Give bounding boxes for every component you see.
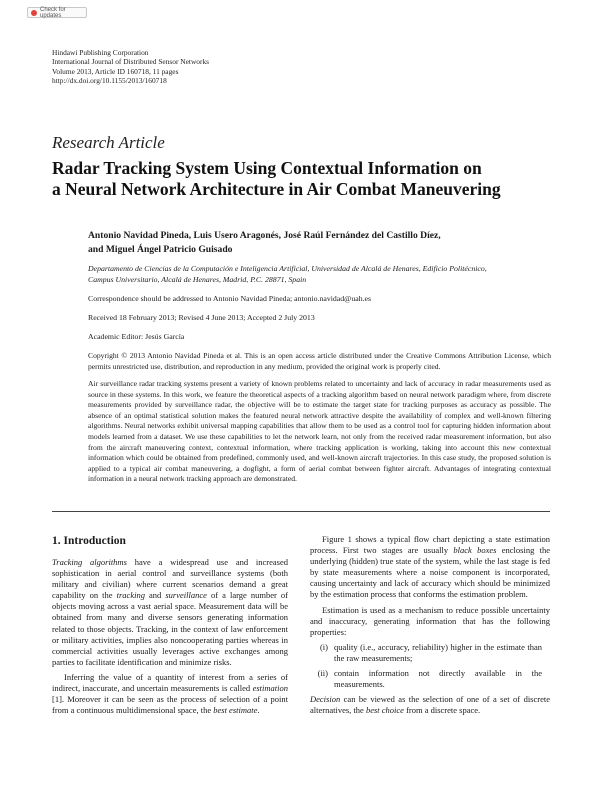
intro-paragraph-1	[52, 557, 288, 668]
authors-line-2: and Miguel Ángel Patricio Guisado	[88, 243, 233, 255]
intro-paragraph-4: Estimation is used as a mechanism to reduce possible uncertainty and inaccuracy, generating information that has the following properties:	[310, 604, 550, 637]
abstract: Air surveillance radar tracking systems present a variety of known problems related to uncertainty and lack of accuracy in radar measurements used as source in these systems. In this work, we feature the theoretical aspects of a tracking algorithm based on neural network paradigm where, from discrete measurements provided by surveillance radar, the objective will be to estimate the target state for tracking purposes as accuracy as possible. The absence of an optimal statistical solution makes the featured neural network attractive despite the availability of complex and well-known filtering algorithms. Neural networks exhibit universal mapping capabilities that allow them to be used as a control tool for capturing hidden information about models learned from a dataset. We use these capabilities to let the network learn, not only from the received radar measurement information, but also from the aircraft maneuvering context, contextual information, where tracking application is working, taking into account this new contextual information which could be obtained from predefined, commonly used, and well-known aircraft trajectories. In this case study, the proposed solution is applied to a typical air combat maneuvering, a dogfight, a form of aerial combat between fighter aircraft. Advantages of integrating contextual information in a neural network tracking approach are demonstrated.	[88, 379, 551, 484]
text-run: Inferring the value of a quantity of interest from a series of indirect, inaccurate, and uncertain measurements is called	[52, 671, 288, 694]
affiliation	[88, 264, 558, 285]
properties-list	[310, 642, 550, 690]
intro-paragraph-2	[52, 672, 288, 716]
emphasis: black boxes	[453, 545, 497, 556]
emphasis: tracking	[116, 590, 145, 601]
text-run: can be viewed as the selection of one of a set of discrete alternatives, the	[310, 694, 550, 716]
academic-editor: Academic Editor: Jesús García	[88, 332, 185, 341]
update-icon	[31, 10, 37, 16]
doi-link[interactable]: http://dx.doi.org/10.1155/2013/160718	[52, 75, 167, 85]
emphasis: best choice	[365, 705, 404, 716]
text-run: enclosing the underlying (hidden) true state of the system, while the last stage is fed by state measurements where a noise component is incorporated, causing uncertainty and lack of accuracy which should be minimized by the estimation process that conforms the estimation problem.	[310, 545, 550, 600]
intro-paragraph-3	[310, 534, 550, 601]
author-list	[88, 229, 558, 256]
left-column	[52, 557, 288, 716]
list-item-label: (ii)	[317, 668, 328, 679]
text-run: of a large number of objects moving across a vast aerial space. Measurement data will be obtained from many and diverse sensors generating information related to those objects. Tracking, in the context of law enforcement or military activities, implies also noncooperating parties whereas in commercial activities usually leverages active exchanges among parties to facilitate identification and minimize risks.	[52, 590, 289, 667]
intro-paragraph-5	[310, 694, 550, 716]
right-column	[310, 534, 550, 716]
list-item	[310, 668, 550, 690]
list-item	[310, 642, 550, 664]
badge-label: Check for updates	[40, 6, 66, 19]
dates: Received 18 February 2013; Revised 4 June 2013; Accepted 2 July 2013	[88, 313, 315, 322]
text-run: from a discrete space.	[403, 705, 481, 716]
text-run: [1]. Moreover it can be seen as the process of selection of a point from a continuous multidimensional space, the	[52, 694, 288, 716]
affiliation-line-1: Departamento de Ciencias de la Computación e Inteligencia Artificial, Universidad de Alcalá de Henares, Edificio Politécnico,	[88, 264, 487, 273]
journal-meta	[52, 48, 209, 85]
affiliation-line-2: Campus Universitario, Alcalá de Henares, Madrid, P.C. 28871, Spain	[88, 274, 307, 284]
publisher: Hindawi Publishing Corporation	[52, 48, 149, 57]
text-run: have a widespread use and increased sophistication in aerial control and surveillance systems (both military and civilian) where current scenarios demand a great capability on the	[52, 557, 289, 601]
list-item-text: contain information not directly available in the measurements.	[334, 668, 542, 690]
list-item-label: (i)	[319, 641, 328, 652]
journal-name: International Journal of Distributed Sensor Networks	[52, 57, 210, 67]
text-run: .	[257, 705, 260, 716]
text-run: Figure 1 shows a typical flow chart depicting a state estimation process. First two stages are usually	[310, 534, 550, 556]
correspondence: Correspondence should be addressed to Antonio Navidad Pineda; antonio.navidad@uah.es	[88, 294, 372, 303]
paper-title	[52, 158, 572, 200]
text-run: and	[144, 590, 166, 601]
section-heading-introduction: 1. Introduction	[52, 535, 126, 547]
emphasis: best estimate	[213, 705, 258, 716]
authors-line-1: Antonio Navidad Pineda, Luis Usero Aragonés, José Raúl Fernández del Castillo Díez,	[88, 230, 441, 241]
emphasis: Decision	[310, 694, 341, 705]
check-for-updates-badge[interactable]	[27, 7, 87, 18]
title-line-2: a Neural Network Architecture in Air Combat Maneuvering	[52, 179, 501, 199]
emphasis: Tracking algorithms	[52, 557, 127, 567]
emphasis: surveillance	[165, 590, 207, 601]
copyright-notice: Copyright © 2013 Antonio Navidad Pineda et al. This is an open access article distributed under the Creative Commons Attribution License, which permits unrestricted use, distribution, and reproduction in any medium, provided the original work is properly cited.	[88, 351, 551, 371]
list-item-text: quality (i.e., accuracy, reliability) higher in the estimate than the raw measurements;	[334, 641, 542, 663]
section-divider	[52, 511, 550, 512]
volume-info: Volume 2013, Article ID 160718, 11 pages	[52, 66, 179, 76]
title-line-1: Radar Tracking System Using Contextual Information on	[52, 158, 482, 178]
article-type: Research Article	[52, 133, 165, 152]
emphasis: estimation	[252, 683, 288, 694]
